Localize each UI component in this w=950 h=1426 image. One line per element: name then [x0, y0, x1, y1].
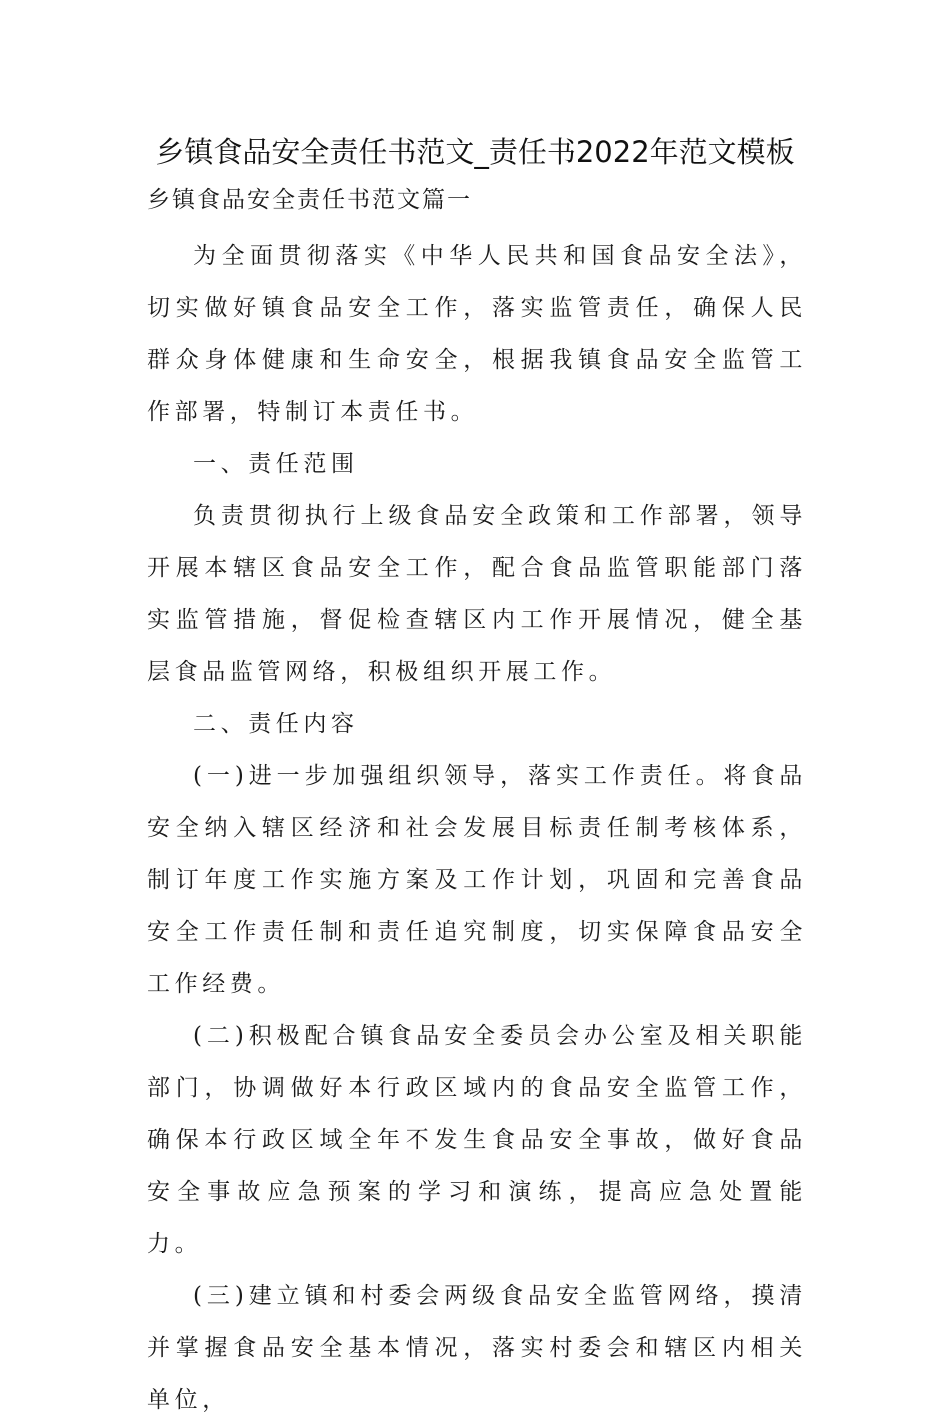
section-heading-content: 二、责任内容: [193, 711, 359, 737]
document-body: [147, 230, 807, 1426]
paragraph-item-3: (三)建立镇和村委会两级食品安全监管网络，摸清并掌握食品安全基本情况，落实村委会和辖区内相关单位，: [147, 1283, 807, 1413]
paragraph-item-2: (二)积极配合镇食品安全委员会办公室及相关职能部门，协调做好本行政区域内的食品安全监管工作，确保本行政区域全年不发生食品安全事故，做好食品安全事故应急预案的学习和演练，提高应急处置能力。: [147, 1023, 807, 1257]
document-subtitle: 乡镇食品安全责任书范文篇一: [147, 187, 472, 213]
section-heading-scope: 一、责任范围: [193, 451, 359, 477]
paragraph-intro: 为全面贯彻落实《中华人民共和国食品安全法》，切实做好镇食品安全工作，落实监管责任，确保人民群众身体健康和生命安全，根据我镇食品安全监管工作部署，特制订本责任书。: [147, 243, 807, 425]
paragraph-item-1: (一)进一步加强组织领导，落实工作责任。将食品安全纳入辖区经济和社会发展目标责任制考核体系，制订年度工作实施方案及工作计划，巩固和完善食品安全工作责任制和责任追究制度，切实保障食品安全工作经费。: [147, 763, 807, 997]
document-title: 乡镇食品安全责任书范文_责任书2022年范文模板: [155, 135, 795, 169]
paragraph-scope: 负责贯彻执行上级食品安全政策和工作部署，领导开展本辖区食品安全工作，配合食品监管职能部门落实监管措施，督促检查辖区内工作开展情况，健全基层食品监管网络，积极组织开展工作。: [147, 503, 807, 685]
